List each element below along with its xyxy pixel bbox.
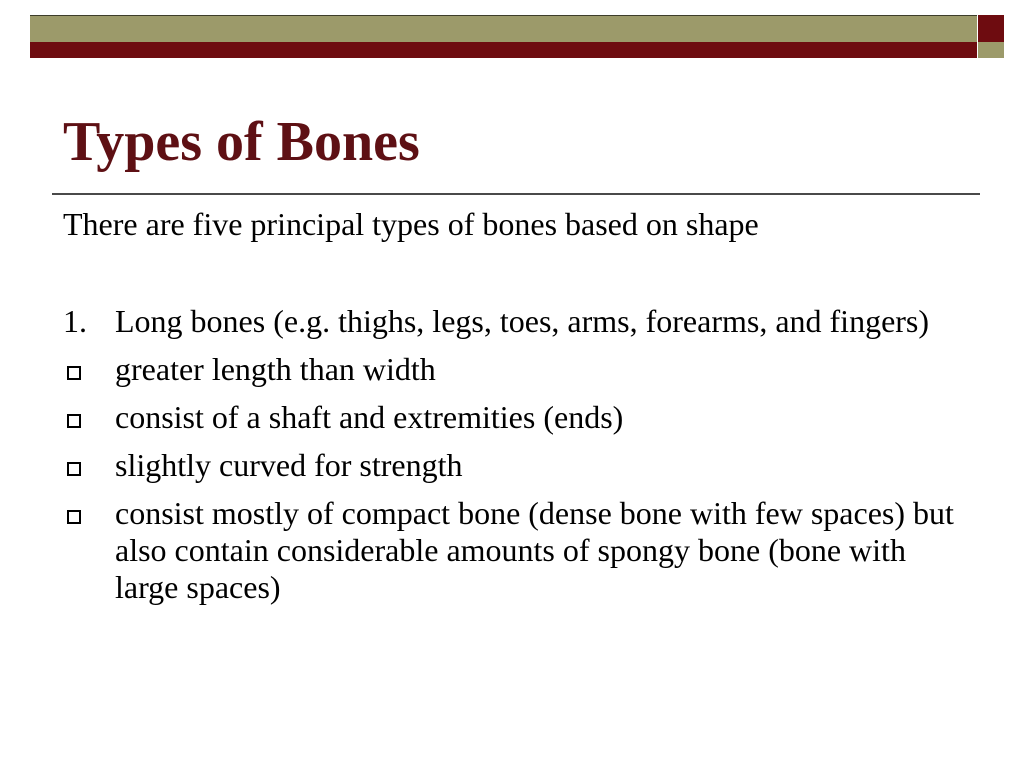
- bullet-text: consist mostly of compact bone (dense bone with few spaces) but also contain considerable amounts of spongy bone (bone with large spaces): [115, 495, 954, 605]
- corner-maroon-square: [978, 15, 1004, 42]
- title-divider: [52, 193, 980, 195]
- banner-olive-band: [30, 15, 977, 42]
- intro-text: There are five principal types of bones based on shape: [63, 206, 759, 242]
- bullet-item: [63, 447, 973, 484]
- bullet-item: [63, 351, 973, 388]
- content-list: [63, 303, 973, 617]
- item-text: Long bones (e.g. thighs, legs, toes, arms, forearms, and fingers): [115, 303, 930, 339]
- item-number: 1.: [63, 303, 87, 339]
- header-banner: [30, 15, 977, 58]
- hollow-square-icon: [67, 462, 81, 476]
- bullet-text: greater length than width: [115, 351, 436, 387]
- bullet-text: consist of a shaft and extremities (ends): [115, 399, 624, 435]
- numbered-item: [63, 303, 973, 340]
- hollow-square-icon: [67, 414, 81, 428]
- slide-title: Types of Bones: [63, 111, 420, 173]
- corner-olive-square: [978, 42, 1004, 58]
- bullet-item: [63, 495, 973, 606]
- hollow-square-icon: [67, 366, 81, 380]
- bullet-item: [63, 399, 973, 436]
- bullet-text: slightly curved for strength: [115, 447, 463, 483]
- hollow-square-icon: [67, 510, 81, 524]
- banner-maroon-band: [30, 42, 977, 58]
